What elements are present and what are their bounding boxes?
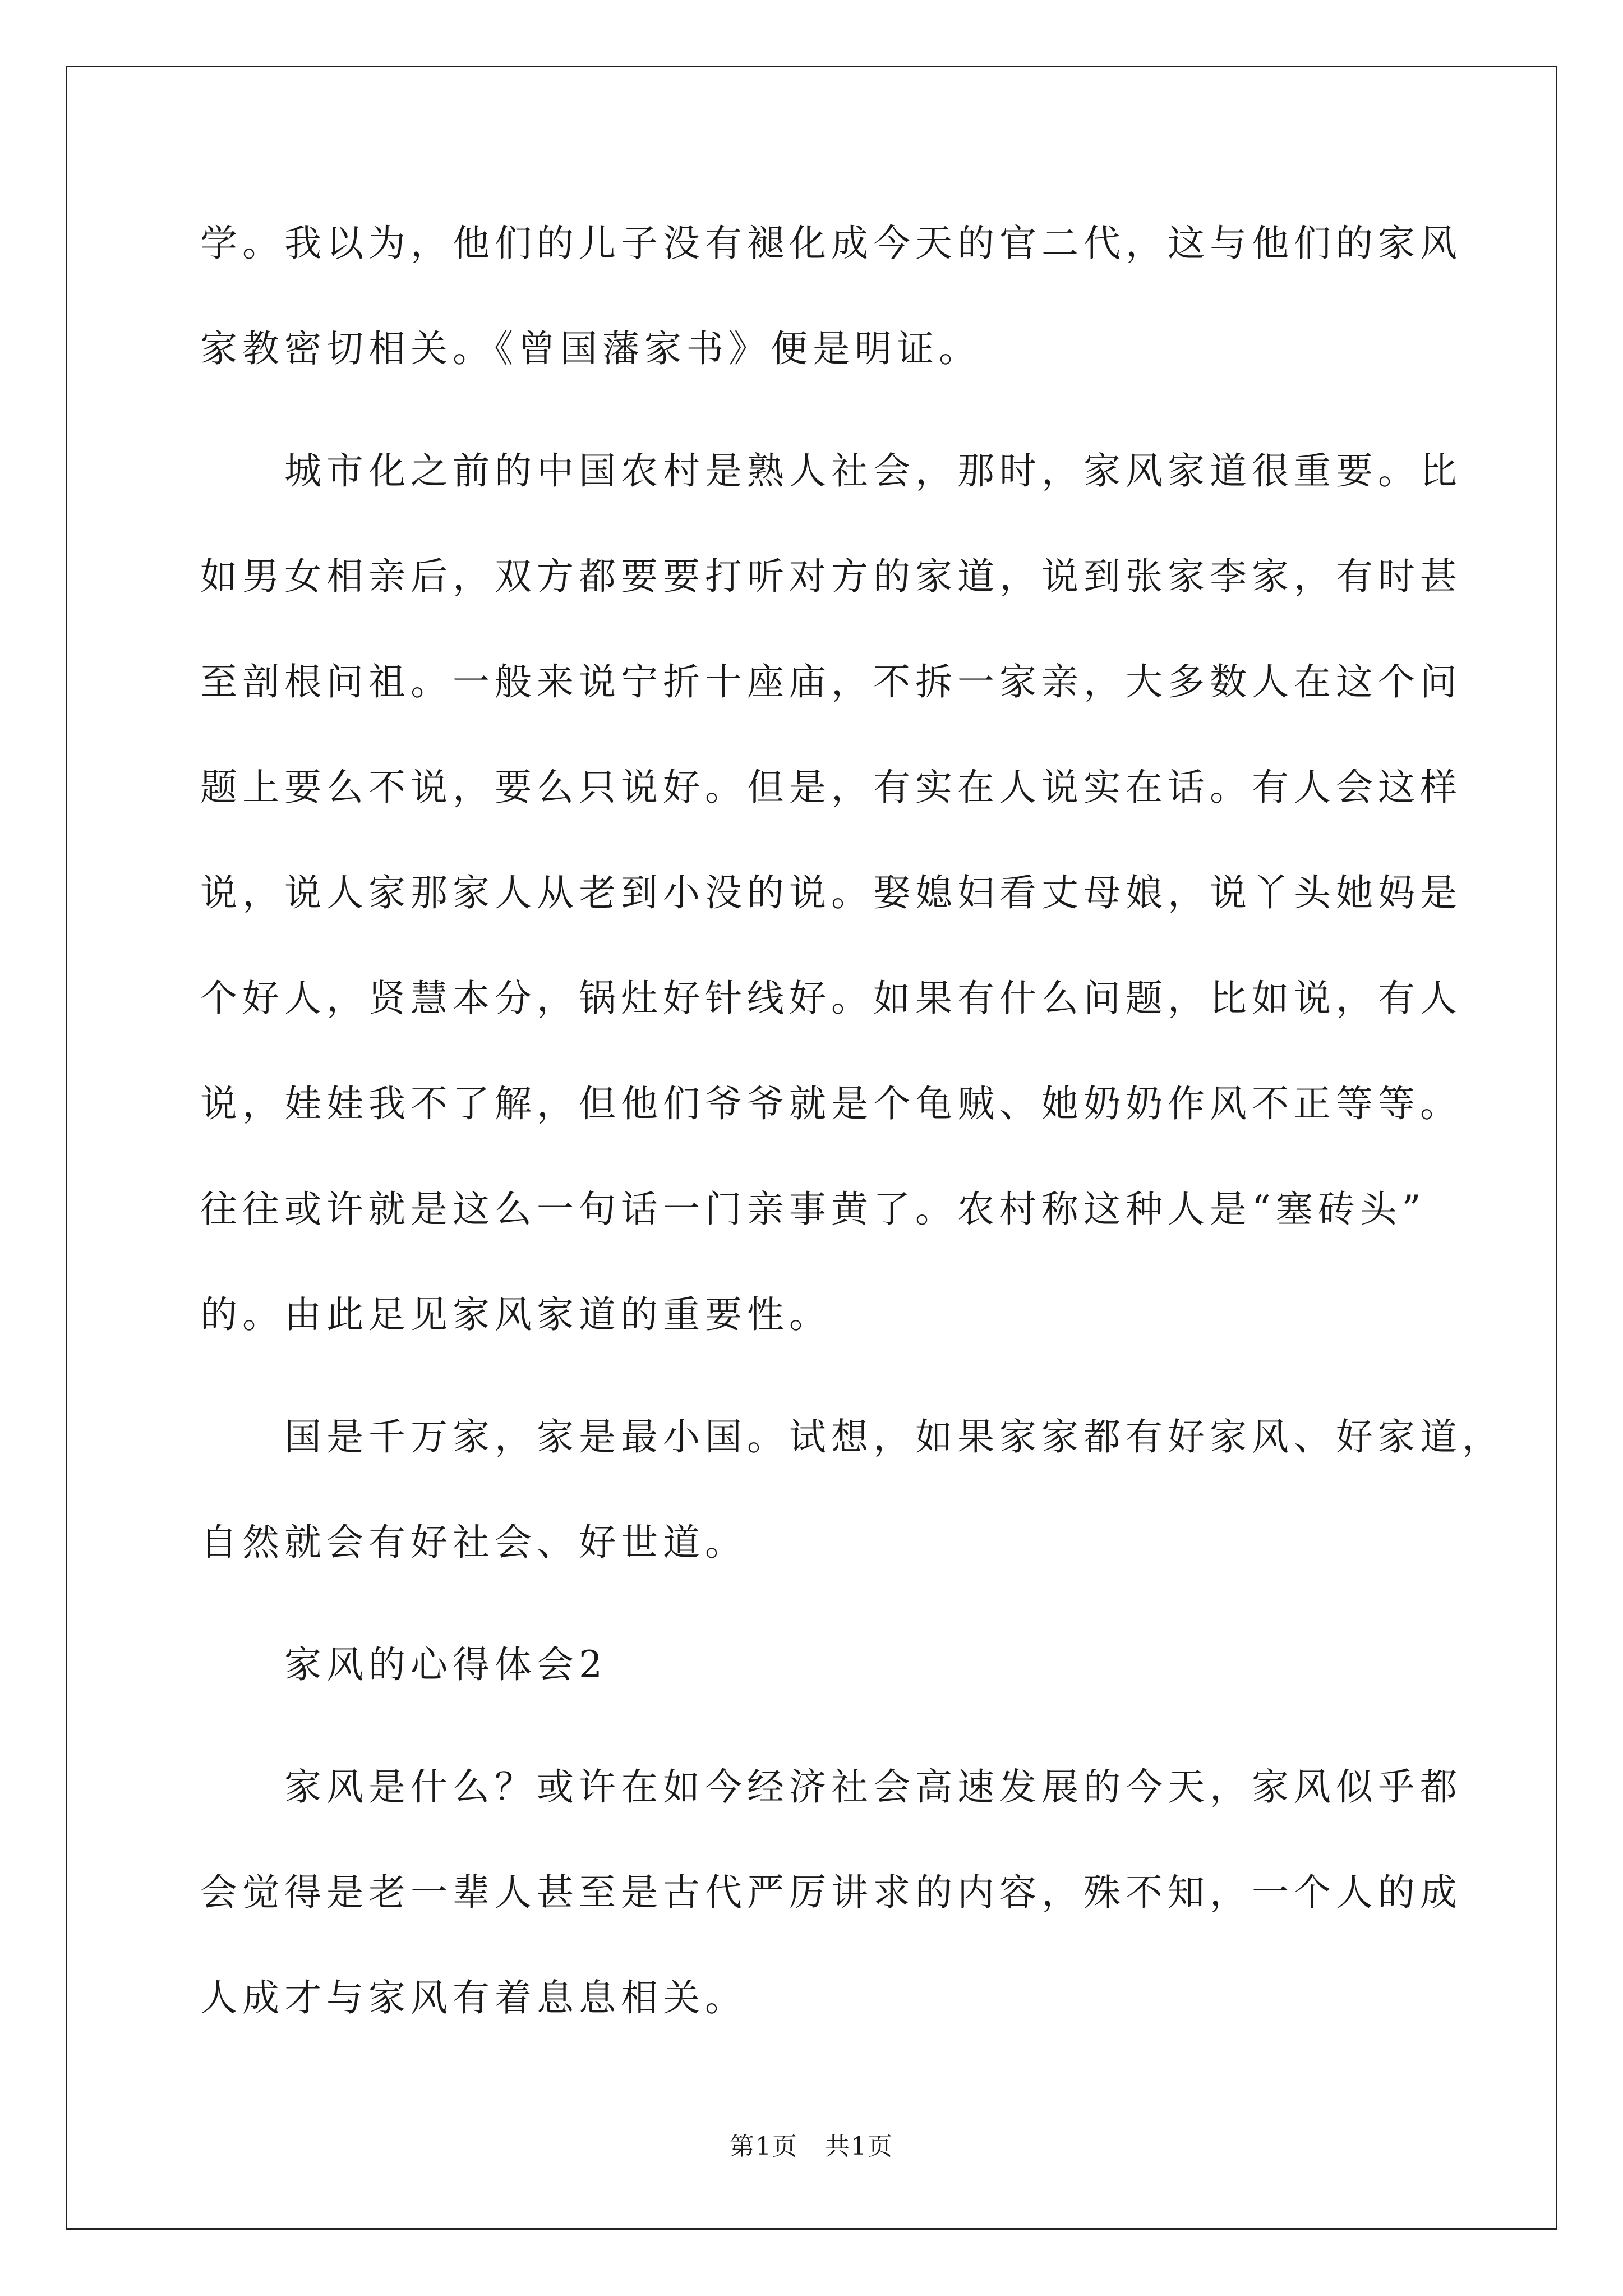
text-line: 至剖根问祖。一般来说宁折十座庙，不拆一家亲，大多数人在这个问 [200,660,1462,703]
text-line: 个好人，贤慧本分，锅灶好针线好。如果有什么问题，比如说，有人 [200,977,1462,1020]
text-line: 如男女相亲后，双方都要要打听对方的家道，说到张家李家，有时甚 [200,555,1462,598]
text-line: 题上要么不说，要么只说好。但是，有实在人说实在话。有人会这样 [200,766,1462,809]
text-line: 家教密切相关。《曾国藩家书》便是明证。 [200,327,981,370]
text-line: 家风是什么？或许在如今经济社会高速发展的今天，家风似乎都 [284,1765,1462,1809]
text-line: 说，娃娃我不了解，但他们爷爷就是个龟贼、她奶奶作风不正等等。 [200,1082,1462,1125]
document-body [200,217,1504,2077]
text-line: 人成才与家风有着息息相关。 [200,1976,747,2019]
text-line: 的。由此足见家风家道的重要性。 [200,1293,831,1336]
text-line: 自然就会有好社会、好世道。 [200,1521,747,1564]
text-line: 学。我以为，他们的儿子没有褪化成今天的官二代，这与他们的家风 [200,222,1462,265]
text-line: 城市化之前的中国农村是熟人社会，那时，家风家道很重要。比 [284,449,1462,493]
text-line: 说，说人家那家人从老到小没的说。娶媳妇看丈母娘，说丫头她妈是 [200,871,1462,914]
section-heading: 家风的心得体会2 [284,1643,607,1686]
page-number-footer: 第1页 共1页 [730,2132,893,2161]
text-line: 往往或许就是这么一句话一门亲事黄了。农村称这种人是“塞砖头” [200,1188,1426,1231]
text-line: 会觉得是老一辈人甚至是古代严厉讲求的内容，殊不知，一个人的成 [200,1871,1462,1914]
text-line: 国是千万家，家是最小国。试想，如果家家都有好家风、好家道， [284,1415,1504,1458]
